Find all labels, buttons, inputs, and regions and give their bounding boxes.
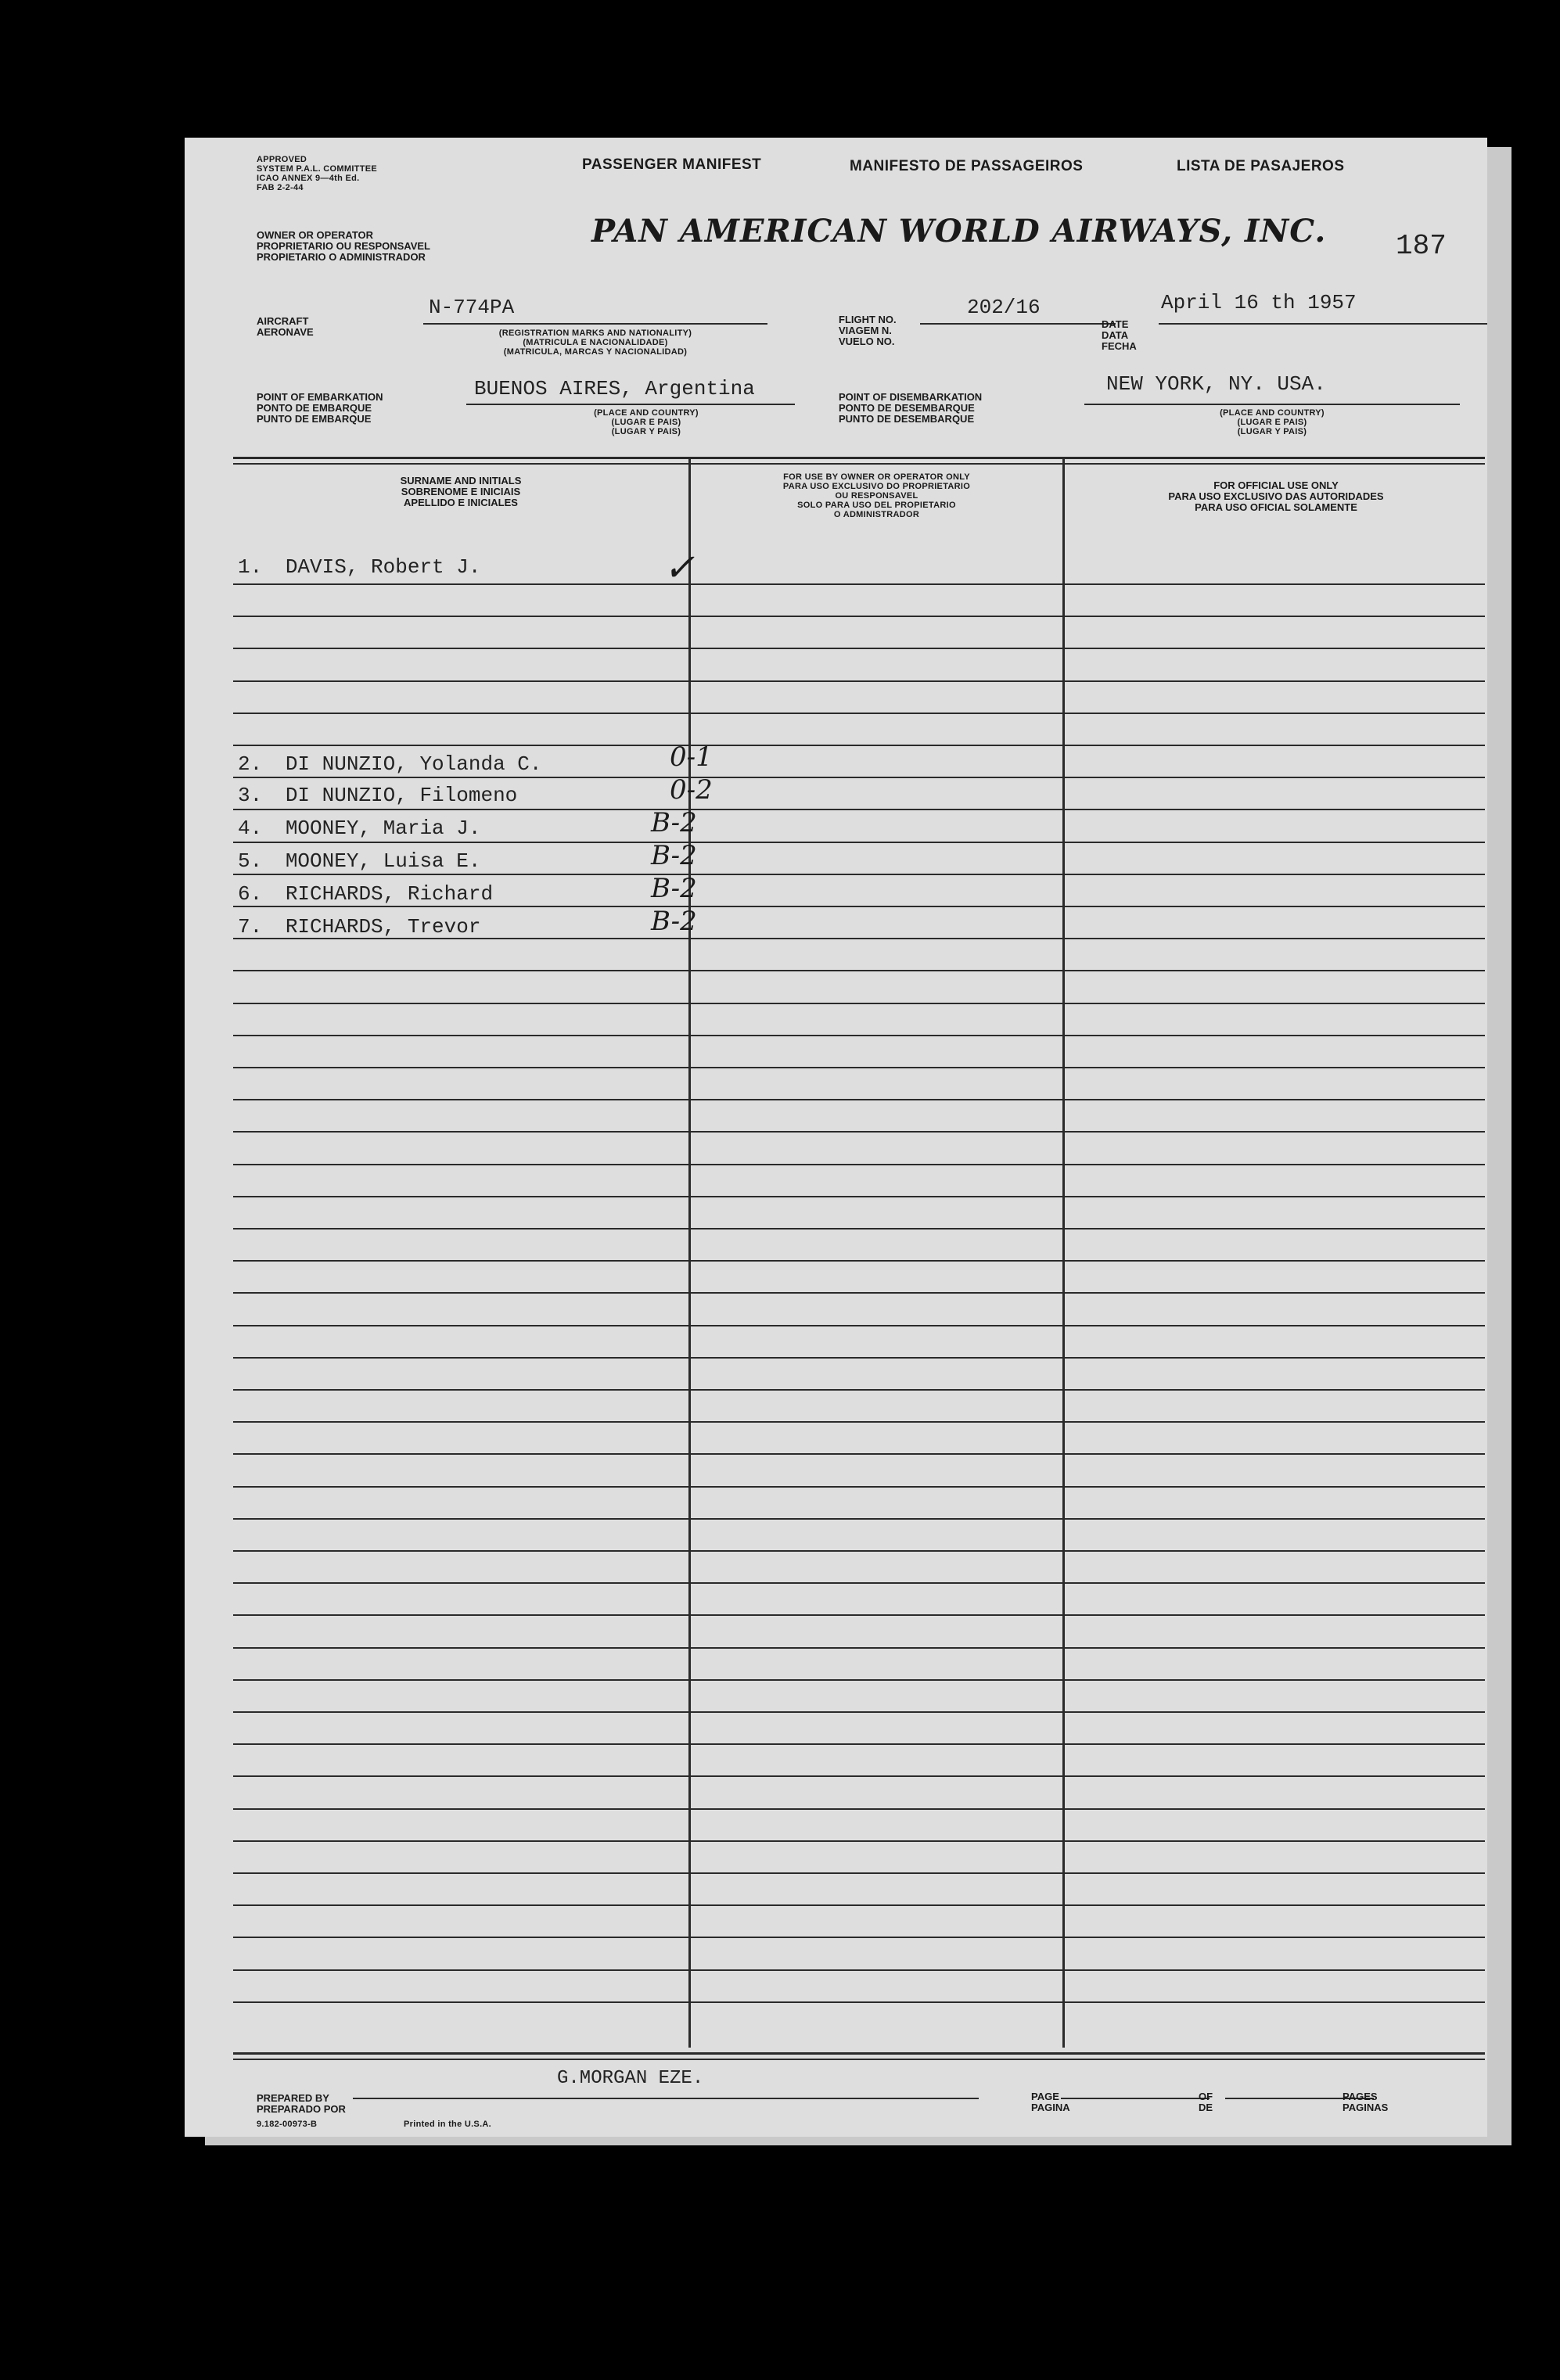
page-label-line: PAGINA [1031, 2102, 1070, 2113]
date-label-line: DATA [1102, 329, 1129, 341]
aircraft-underline [423, 323, 767, 325]
table-rule [233, 1131, 1485, 1133]
aircraft-note-line: (MATRICULA, MARCAS Y NACIONALIDAD) [503, 347, 688, 357]
table-rule [233, 1389, 1485, 1391]
passenger-number: 6. [238, 882, 263, 906]
handwritten-code: 0-2 [670, 774, 713, 806]
page-underline [1061, 2098, 1210, 2099]
table-rule [233, 680, 1485, 682]
col1-header-line: APELLIDO E INICIALES [404, 497, 518, 508]
handwritten-code: B-2 [651, 807, 697, 838]
table-rule [233, 745, 1485, 746]
table-rule [233, 842, 1485, 843]
embark-note-line: (PLACE AND COUNTRY) [594, 408, 699, 418]
embark-note-line: (LUGAR Y PAIS) [611, 427, 681, 436]
table-rule [233, 777, 1485, 778]
date-label-line: DATE [1102, 318, 1129, 330]
table-top-rule [233, 457, 1485, 459]
table-rule [233, 2001, 1485, 2003]
col2-header-line: O ADMINISTRADOR [833, 510, 920, 519]
table-rule [233, 583, 1485, 585]
table-rule [233, 1582, 1485, 1584]
disembark-underline [1084, 404, 1460, 405]
table-rule [233, 1292, 1485, 1294]
passenger-name: DAVIS, Robert J. [285, 555, 481, 579]
disembark-note-line: (PLACE AND COUNTRY) [1220, 408, 1325, 418]
passenger-row [238, 882, 493, 906]
table-rule [233, 1196, 1485, 1197]
embark-label-line: PONTO DE EMBARQUE [257, 402, 372, 414]
table-top-rule-2 [233, 463, 1485, 465]
passenger-row [238, 915, 480, 939]
airline-name: PAN AMERICAN WORLD AIRWAYS, INC. [591, 213, 1327, 249]
table-rule [233, 1614, 1485, 1616]
flight-label-line: VUELO NO. [839, 336, 895, 347]
table-rule [233, 1260, 1485, 1262]
page-stamp: 187 [1396, 230, 1447, 262]
date-label [1102, 319, 1137, 352]
handwritten-code: B-2 [651, 873, 697, 904]
col3-header-line: PARA USO OFICIAL SOLAMENTE [1195, 501, 1357, 513]
table-rule [233, 1003, 1485, 1004]
title-pt: MANIFESTO DE PASSAGEIROS [850, 158, 1084, 174]
table-rule [233, 1840, 1485, 1842]
col3-header-line: FOR OFFICIAL USE ONLY [1213, 479, 1339, 491]
col1-header [233, 476, 688, 508]
passenger-number: 1. [238, 555, 263, 579]
disembark-note-line: (LUGAR E PAIS) [1237, 418, 1307, 427]
table-rule [233, 648, 1485, 649]
prepared-underline [353, 2098, 979, 2099]
table-rule [233, 1228, 1485, 1229]
passenger-row [238, 849, 480, 873]
owner-label [257, 230, 430, 263]
passenger-row [238, 784, 517, 807]
table-rule [233, 1937, 1485, 1938]
approval-line: FAB 2-2-44 [257, 183, 304, 192]
table-rule [233, 1164, 1485, 1165]
table-rule [233, 1357, 1485, 1359]
prepared-label-line: PREPARADO POR [257, 2103, 346, 2115]
disembark-label [839, 392, 982, 425]
col2-header-line: OU RESPONSAVEL [835, 491, 918, 501]
page-label [1031, 2091, 1070, 2113]
disembark-note-line: (LUGAR Y PAIS) [1237, 427, 1307, 436]
aircraft-note-line: (REGISTRATION MARKS AND NATIONALITY) [498, 328, 692, 338]
table-rule [233, 809, 1485, 810]
date-underline [1159, 323, 1487, 325]
passenger-name: MOONEY, Luisa E. [285, 849, 481, 873]
pages-label-line: PAGES [1343, 2091, 1378, 2102]
disembark-note [1155, 408, 1389, 436]
table-rule [233, 1872, 1485, 1874]
owner-label-line: OWNER OR OPERATOR [257, 229, 374, 241]
table-rule [233, 1679, 1485, 1681]
date-value: April 16 th 1957 [1161, 291, 1357, 314]
table-rule [233, 1904, 1485, 1906]
passenger-row [238, 752, 541, 776]
flight-label-line: VIAGEM N. [839, 325, 892, 336]
handwritten-code: B-2 [651, 840, 697, 871]
table-rule [233, 874, 1485, 875]
passenger-number: 3. [238, 784, 263, 807]
flight-label [839, 314, 897, 347]
col3-header-line: PARA USO EXCLUSIVO DAS AUTORIDADES [1168, 490, 1384, 502]
passenger-name: DI NUNZIO, Filomeno [285, 784, 518, 807]
col2-header-line: PARA USO EXCLUSIVO DO PROPRIETARIO [782, 482, 971, 491]
table-rule [233, 1325, 1485, 1326]
handwritten-code: 0-1 [670, 741, 713, 773]
passenger-number: 4. [238, 817, 263, 840]
col1-header-line: SURNAME AND INITIALS [400, 475, 522, 486]
disembark-label-line: POINT OF DISEMBARKATION [839, 391, 983, 403]
date-label-line: FECHA [1102, 340, 1137, 352]
table-rule [233, 1550, 1485, 1552]
embark-label-line: PUNTO DE EMBARQUE [257, 413, 372, 425]
table-rule [233, 1647, 1485, 1649]
prepared-label [257, 2093, 346, 2115]
passenger-name: DI NUNZIO, Yolanda C. [285, 752, 542, 776]
table-rule [233, 1421, 1485, 1423]
disembark-label-line: PUNTO DE DESEMBARQUE [839, 413, 975, 425]
form-number: 9.182-00973-B [257, 2120, 318, 2129]
table-rule [233, 1067, 1485, 1068]
table-rule [233, 1035, 1485, 1036]
aircraft-note-line: (MATRICULA E NACIONALIDADE) [523, 338, 668, 347]
table-rule [233, 1711, 1485, 1713]
table-rule [233, 1453, 1485, 1455]
col2-header [691, 472, 1062, 519]
aircraft-label-line: AERONAVE [257, 326, 314, 338]
handwritten-code: B-2 [651, 906, 697, 937]
table-rule [233, 616, 1485, 617]
aircraft-note [435, 328, 756, 357]
passenger-row [238, 555, 480, 579]
pages-label [1343, 2091, 1388, 2113]
of-label [1199, 2091, 1213, 2113]
col1-header-line: SOBRENOME E INICIAIS [401, 486, 521, 497]
table-rule [233, 1486, 1485, 1488]
table-rule [233, 970, 1485, 971]
col2-header-line: FOR USE BY OWNER OR OPERATOR ONLY [783, 472, 970, 482]
pages-label-line: PAGINAS [1343, 2102, 1389, 2113]
col3-header [1065, 480, 1487, 513]
aircraft-label [257, 316, 314, 338]
of-label-line: OF [1199, 2091, 1213, 2102]
table-bottom-rule-2 [233, 2059, 1485, 2060]
embark-value: BUENOS AIRES, Argentina [474, 377, 755, 400]
title-es: LISTA DE PASAJEROS [1177, 158, 1345, 174]
flight-label-line: FLIGHT NO. [839, 314, 897, 325]
prepared-label-line: PREPARED BY [257, 2092, 329, 2104]
approval-line: SYSTEM P.A.L. COMMITTEE [257, 164, 377, 174]
table-rule [233, 713, 1485, 714]
col2-header-line: SOLO PARA USO DEL PROPIETARIO [797, 501, 956, 510]
of-label-line: DE [1199, 2102, 1213, 2113]
passenger-name: RICHARDS, Trevor [285, 915, 481, 939]
owner-label-line: PROPIETARIO O ADMINISTRADOR [257, 251, 426, 263]
printed-note: Printed in the U.S.A. [404, 2120, 492, 2129]
approval-line: APPROVED [257, 155, 307, 164]
aircraft-label-line: AIRCRAFT [257, 315, 309, 327]
table-rule [233, 1518, 1485, 1520]
passenger-row [238, 817, 480, 840]
table-rule [233, 1969, 1485, 1971]
table-rule [233, 1775, 1485, 1777]
table-rule [233, 906, 1485, 907]
passenger-number: 7. [238, 915, 263, 939]
approval-line: ICAO ANNEX 9—4th Ed. [257, 174, 360, 183]
table-bottom-rule [233, 2052, 1485, 2055]
flight-underline [920, 323, 1116, 325]
prepared-value: G.MORGAN EZE. [557, 2068, 704, 2089]
passenger-number: 2. [238, 752, 263, 776]
passenger-number: 5. [238, 849, 263, 873]
table-rule [233, 1808, 1485, 1810]
table-rule [233, 1099, 1485, 1100]
embark-underline [466, 404, 795, 405]
manifest-sheet [185, 138, 1487, 2137]
approval-block [257, 155, 377, 192]
table-rule [233, 1743, 1485, 1745]
title-en: PASSENGER MANIFEST [582, 156, 762, 173]
flight-value: 202/16 [967, 296, 1041, 319]
embark-note [529, 408, 764, 436]
handwritten-checkmark: ✓ [663, 546, 696, 590]
embark-label [257, 392, 383, 425]
passenger-name: RICHARDS, Richard [285, 882, 494, 906]
embark-note-line: (LUGAR E PAIS) [611, 418, 681, 427]
owner-label-line: PROPRIETARIO OU RESPONSAVEL [257, 240, 430, 252]
page-label-line: PAGE [1031, 2091, 1059, 2102]
disembark-value: NEW YORK, NY. USA. [1106, 372, 1326, 396]
embark-label-line: POINT OF EMBARKATION [257, 391, 383, 403]
aircraft-value: N-774PA [429, 296, 515, 319]
disembark-label-line: PONTO DE DESEMBARQUE [839, 402, 975, 414]
passenger-name: MOONEY, Maria J. [285, 817, 481, 840]
